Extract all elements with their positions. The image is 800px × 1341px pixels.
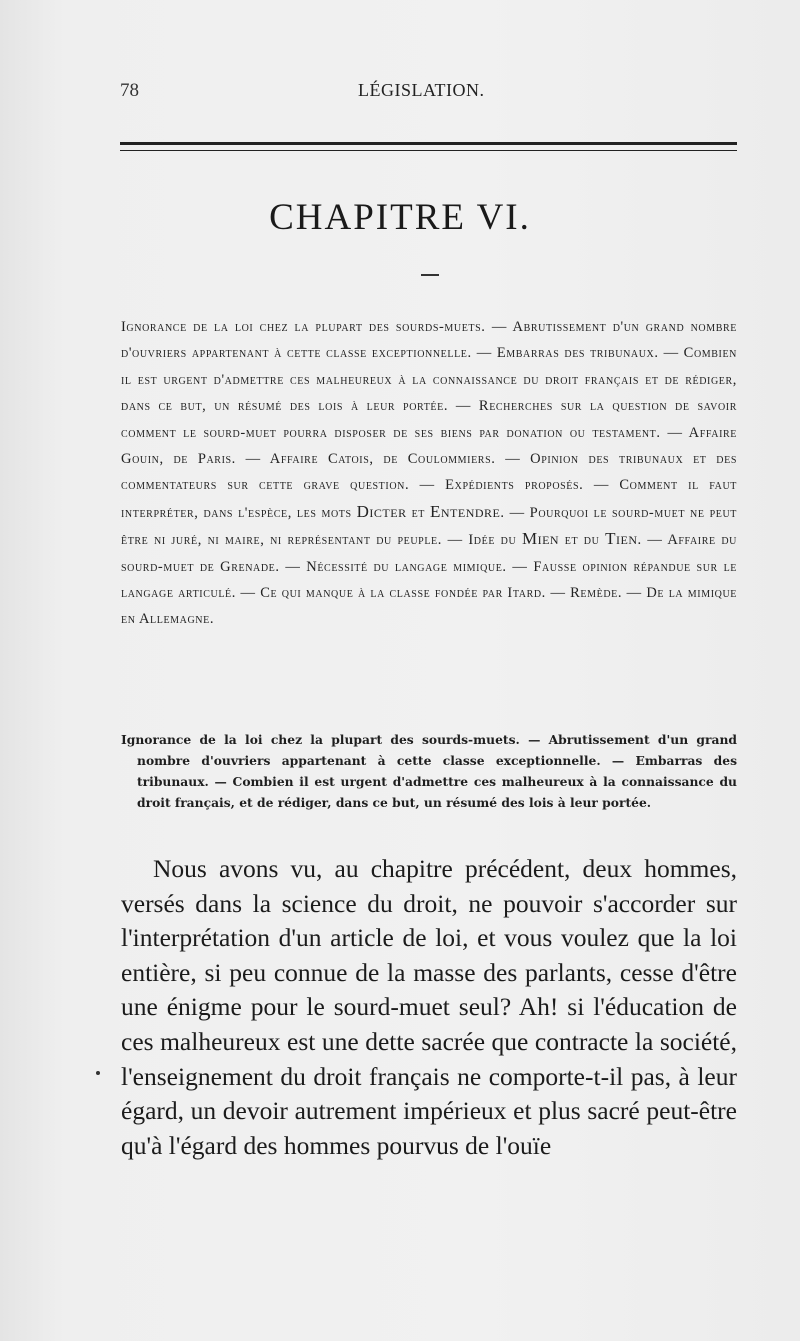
body-paragraph: Nous avons vu, au chapitre précédent, deux hommes, versés dans la science du droit, ne pouvoir s'accorder sur l'interprétation d'un article de loi, et vous voulez que la loi entière, si peu connue de la masse des parlants, cesse d'être une énigme pour le sourd-muet seul? Ah! si l'éducation de ces malheureux est une dette sacrée que contracte la société, l'enseignement du droit français ne comporte-t-il pas, à leur égard, un devoir autrement impérieux et plus sacré peut-être qu'à l'égard des hommes pourvus de l'ouïe: [121, 854, 737, 1160]
header-rule-thick: [120, 142, 737, 145]
summary-text-1: Ignorance de la loi chez la plupart des sourds-muets. — Abrutissement d'un grand nombre d'ouvriers appartenant à cette classe exceptionnelle. — Embarras des tribunaux. — Combien il est urgent d'admettre ces malheureux à la connaissance du droit français et de rédiger, dans ce but, un résumé des lois à leur portée. — Recherches sur la question de savoir comment le sourd-muet pourra disposer de ses biens par donation ou testament. — Affaire Gouin, de Paris. — Affaire Catois, de Coulommiers. — Opinion des tribunaux et des commentateurs sur cette grave question. — Expédients proposés. — Comment il faut interpréter, dans l'espèce, les mots: [121, 319, 737, 521]
summary-word-dicter: Dicter: [356, 501, 407, 521]
summary-word-et: et: [411, 504, 426, 521]
page-number: 78: [120, 80, 139, 101]
summary-text-3: . — Affaire du sourd-muet de Grenade. — Nécessité du langage mimique. — Fausse opinion répandue sur le langage articulé. — Ce qui manque à la classe fondée par Itard. — Remède. — De la mimique en Allemagne.: [121, 532, 737, 628]
chapter-summary: [121, 314, 737, 633]
abstract-text: Ignorance de la loi chez la plupart des sourds-muets. — Abrutissement d'un grand nombre d'ouvriers appartenant à cette classe exceptionnelle. — Embarras des tribunaux. — Combien il est urgent d'admettre ces malheureux à la connaissance du droit français, et de rédiger, dans ce but, un résumé des lois à leur portée.: [121, 732, 737, 810]
summary-word-entendre: Entendre: [430, 501, 501, 521]
summary-word-et-du: et du: [564, 532, 600, 549]
summary-word-mien: Mien: [521, 529, 560, 549]
chapter-title: CHAPITRE VI.: [269, 197, 531, 238]
body-text: [121, 852, 737, 1163]
header-rule-thin: [120, 150, 737, 151]
section-abstract: [121, 729, 737, 813]
summary-word-tien: Tien: [605, 529, 638, 549]
margin-mark: [96, 1071, 100, 1075]
summary-text-2: . — Pourquoi le sourd-muet ne peut être ni juré, ni maire, ni représentant du peuple. — Idée du: [121, 504, 737, 549]
chapter-separator: [421, 274, 439, 276]
running-title: LÉGISLATION.: [358, 80, 485, 100]
